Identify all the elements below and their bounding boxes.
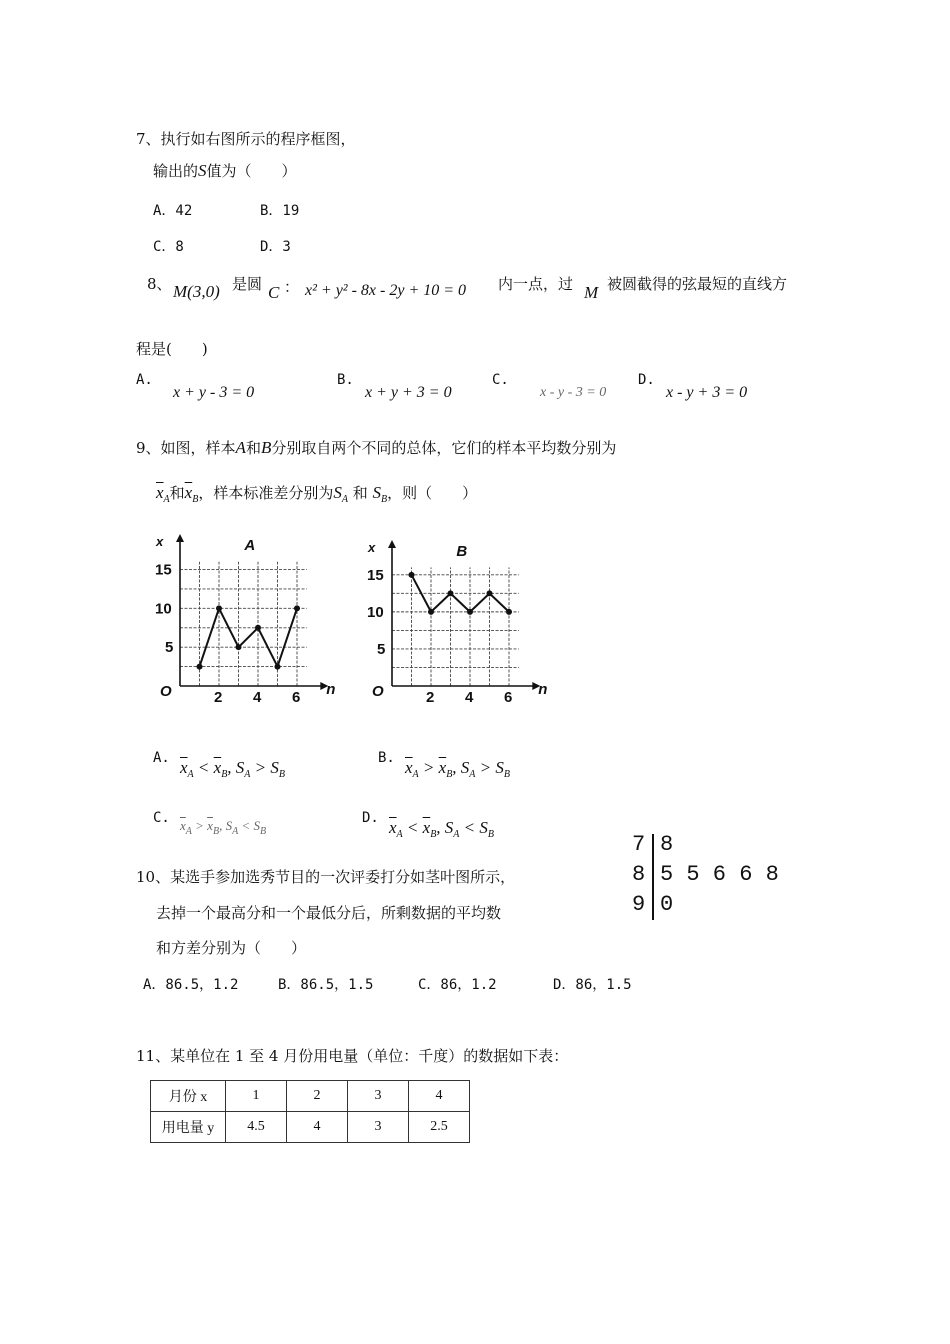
q7-option-a: A．42: [153, 203, 193, 219]
q7-option-d: D．3: [260, 239, 291, 255]
q8-option-c-label: C.: [492, 372, 509, 388]
chart-a: [140, 532, 340, 710]
q8-option-a-expr: x + y - 3 = 0: [173, 384, 255, 401]
x-axis-label: n: [326, 681, 336, 698]
q7-line1: 7、执行如右图所示的程序框图，: [136, 130, 356, 148]
stem-row-1-stem: 7: [632, 832, 646, 857]
stem-divider: [652, 834, 654, 920]
q9-line1: 9、如图，样本A和B分别取自两个不同的总体，它们的样本平均数分别为: [136, 438, 617, 457]
q8-option-a-label: A.: [136, 372, 153, 388]
y-tick-label: 5: [377, 640, 386, 658]
q8-text2: 内一点，过: [498, 275, 574, 293]
table-cell: 用电量 y: [151, 1112, 226, 1143]
data-point: [428, 609, 434, 615]
stem-row-2-stem: 8: [632, 862, 646, 887]
data-point: [467, 609, 473, 615]
table-cell: 1: [226, 1081, 287, 1112]
table-cell: 2: [287, 1081, 348, 1112]
data-point: [255, 625, 261, 631]
q8-line2: 程是( ): [136, 340, 208, 358]
q8-point: M(3,0): [173, 282, 220, 301]
y-tick-label: 5: [165, 639, 174, 657]
q8-text1: 是圆: [232, 275, 263, 293]
table-cell: 月份 x: [151, 1081, 226, 1112]
y-axis-arrow: [388, 540, 396, 548]
stem-leaf-plot: [628, 832, 778, 922]
x-tick-label: 4: [253, 689, 262, 706]
chart-title: B: [456, 543, 468, 560]
q8-option-b-label: B.: [337, 372, 354, 388]
table-row: [151, 1081, 470, 1112]
q8-equation: x² + y² - 8x - 2y + 10 = 0: [305, 282, 467, 299]
q8-option-d-expr: x - y + 3 = 0: [666, 384, 748, 401]
stem-row-3-stem: 9: [632, 892, 646, 917]
q7-var-s: S: [198, 161, 207, 180]
data-point: [197, 664, 203, 670]
table-cell: 3: [348, 1081, 409, 1112]
chart-title: A: [244, 537, 256, 554]
data-point: [275, 664, 281, 670]
q7-option-c: C．8: [153, 239, 184, 255]
q9-option-d-label: D.: [362, 810, 379, 826]
y-tick-label: 15: [155, 561, 172, 579]
origin-label: O: [372, 683, 384, 700]
q10-option-c: C．86，1.2: [418, 977, 497, 993]
chart-b: [352, 538, 552, 710]
data-point: [506, 609, 512, 615]
q9-option-a-label: A.: [153, 750, 170, 766]
q10-option-d: D．86，1.5: [553, 977, 632, 993]
q9-option-b-expr: $\overline{x}_A > \overline{x}_B$, $S_A > S_B$: [405, 758, 510, 780]
q9-option-a-expr: $\overline{x}_A < \overline{x}_B$, $S_A > S_B$: [180, 758, 285, 780]
q9-var-b: B: [260, 438, 272, 457]
x-tick-label: 2: [426, 689, 435, 706]
q9-option-b-label: B.: [378, 750, 395, 766]
q7-line2: 输出的S值为（ ）: [153, 161, 297, 180]
q8-colon: ：: [284, 278, 300, 296]
q9-option-c-label: C.: [153, 810, 170, 826]
stem-row-2-leaves: 5 5 6 6 8: [660, 862, 779, 887]
x-tick-label: 6: [292, 689, 301, 706]
y-axis-label: x: [368, 540, 376, 555]
y-tick-label: 10: [367, 603, 384, 621]
usage-table: [150, 1080, 470, 1143]
q8-circle: C: [268, 283, 280, 302]
table-cell: 4.5: [226, 1112, 287, 1143]
y-tick-label: 10: [155, 600, 172, 618]
y-axis-arrow: [176, 534, 184, 542]
data-point: [236, 644, 242, 650]
table-cell: 2.5: [409, 1112, 470, 1143]
q9-line2: $\overline{x}_A$和$\overline{x}_B$，样本标准差分别为$S_A$ 和 $S_B$，则（ ）: [156, 483, 478, 505]
table-cell: 4: [409, 1081, 470, 1112]
q9-option-d-expr: $\overline{x}_A < \overline{x}_B$, $S_A < S_B$: [389, 818, 494, 840]
q8-num: 8、: [147, 275, 172, 293]
table-row: [151, 1112, 470, 1143]
series-line: [200, 608, 298, 666]
stem-row-3-leaves: 0: [660, 892, 674, 917]
q9-var-a: A: [235, 438, 246, 457]
q10-line3: 和方差分别为（ ）: [156, 939, 307, 957]
origin-label: O: [160, 683, 172, 700]
q10-line1: 10、某选手参加选秀节目的一次评委打分如茎叶图所示，: [136, 868, 516, 886]
q11-line1: 11、某单位在 1 至 4 月份用电量（单位：千度）的数据如下表：: [136, 1047, 569, 1065]
q10-line2: 去掉一个最高分和一个最低分后，所剩数据的平均数: [156, 904, 502, 922]
table-cell: 4: [287, 1112, 348, 1143]
q7-option-b: B．19: [260, 203, 300, 219]
q8-option-b-expr: x + y + 3 = 0: [365, 384, 452, 401]
q10-option-a: A．86.5，1.2: [143, 977, 239, 993]
data-point: [216, 605, 222, 611]
q9-option-c-expr: $\overline{x}_A > \overline{x}_B$, $S_A < S_B$: [180, 818, 267, 837]
x-tick-label: 6: [504, 689, 513, 706]
y-axis-label: x: [156, 534, 164, 549]
q8-text3: 被圆截得的弦最短的直线方: [607, 275, 788, 293]
q8-option-c-expr: x - y - 3 = 0: [540, 385, 607, 400]
stem-row-1-leaves: 8: [660, 832, 674, 857]
data-point: [294, 605, 300, 611]
data-point: [448, 590, 454, 596]
q8-option-d-label: D.: [638, 372, 655, 388]
table-cell: 3: [348, 1112, 409, 1143]
q10-option-b: B．86.5，1.5: [278, 977, 374, 993]
q8-m: M: [584, 283, 599, 302]
data-point: [409, 572, 415, 578]
x-tick-label: 2: [214, 689, 223, 706]
x-axis-label: n: [538, 681, 548, 698]
y-tick-label: 15: [367, 566, 384, 584]
x-tick-label: 4: [465, 689, 474, 706]
data-point: [487, 590, 493, 596]
